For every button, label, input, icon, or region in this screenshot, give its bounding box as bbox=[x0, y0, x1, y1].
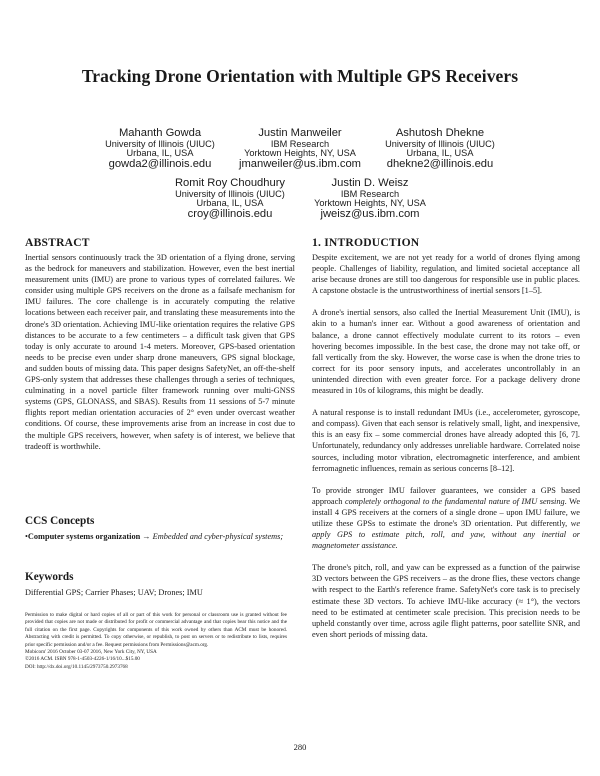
intro-text-run: . We install 4 GPS receivers at the corners of a single drone – upon IMU failure, we utilize these GPSs to estimate the drone's 3D orientation. Put differently, bbox=[312, 496, 581, 528]
author-block bbox=[225, 128, 375, 171]
author-affiliation: IBM Research bbox=[340, 188, 400, 199]
author-name: Mahanth Gowda bbox=[118, 127, 202, 139]
intro-paragraph: The drone's pitch, roll, and yaw can be expressed as a function of the pairwise 3D vectors between the GPS receivers – as the drone flies, these vectors change with respect to the Earth's reference frame. SafetyNet's core task is to precisely estimate these 3D vectors. To achieve IMU-like accuracy (≈ 1°), the vectors need to be estimated at centimeter scale precision. This precision needs to be upheld constantly over time, across agile flight patterns, poor satellite SNR, and even short periods of missing data. bbox=[312, 563, 580, 639]
footnote-block bbox=[25, 612, 287, 671]
intro-paragraph bbox=[312, 485, 580, 552]
introduction-section bbox=[312, 236, 580, 640]
author-name: Justin D. Weisz bbox=[331, 177, 409, 189]
abstract-section bbox=[25, 236, 295, 452]
author-block bbox=[365, 128, 515, 171]
copyright-line: ©2016 ACM. ISBN 978-1-4503-4226-1/16/10...$15.00 bbox=[25, 656, 140, 663]
keywords-section bbox=[25, 571, 295, 598]
author-affiliation: University of Illinois (UIUC) bbox=[385, 138, 495, 149]
ccs-concept: Computer systems organization bbox=[27, 532, 141, 541]
author-email: jweisz@us.ibm.com bbox=[320, 208, 420, 221]
author-location: Urbana, IL, USA bbox=[126, 148, 194, 159]
ccs-text bbox=[25, 531, 295, 542]
author-location: Yorktown Heights, NY, USA bbox=[244, 148, 356, 159]
author-location: Urbana, IL, USA bbox=[196, 198, 264, 209]
ccs-heading: CCS Concepts bbox=[25, 515, 95, 527]
intro-text-run: To provide stronger IMU failover guarantees, we consider a GPS based approach bbox=[312, 485, 580, 506]
page-number: 280 bbox=[293, 742, 307, 752]
ccs-arrow: → bbox=[142, 532, 151, 541]
author-name: Romit Roy Choudhury bbox=[174, 177, 286, 189]
conference-info: Mobicom' 2016 October 03-07 2016, New York City, NY, USA bbox=[25, 649, 157, 656]
ccs-subconcept: Embedded and cyber-physical systems; bbox=[152, 532, 284, 541]
author-location: Yorktown Heights, NY, USA bbox=[314, 198, 426, 209]
author-affiliation: University of Illinois (UIUC) bbox=[175, 188, 285, 199]
author-affiliation: University of Illinois (UIUC) bbox=[105, 138, 215, 149]
paper-title: Tracking Drone Orientation with Multiple GPS Receivers bbox=[81, 66, 519, 86]
author-block bbox=[155, 178, 305, 221]
author-block bbox=[295, 178, 445, 221]
author-location: Urbana, IL, USA bbox=[406, 148, 474, 159]
author-email: croy@illinois.edu bbox=[187, 208, 273, 221]
intro-emphasis: we apply GPS to estimate pitch, roll, and yaw, without any inertial or magnetometer assistance. bbox=[312, 518, 580, 551]
intro-paragraph: A natural response is to install redundant IMUs (i.e., accelerometer, gyroscope, and compass). Given that each sensor is relatively small, light, and inexpensive, this is an easy fix – some commercial drones have already adopted this [6, 7]. Unfortunately, redundancy only addresses unreliable hardware. Correlated noise sources, including motor vibration, electromagnetic interference, and ambient ferromagnetic influences, remain as serious concerns [8–12]. bbox=[312, 408, 580, 473]
author-affiliation: IBM Research bbox=[270, 138, 330, 149]
intro-paragraph: Despite excitement, we are not yet ready for a world of drones flying among people. Challenges of liability, regulation, and limited societal acceptance all arise because drones are still too dangerous for responsible use in public places. A capstone obstacle is the untrustworthiness of inertial sensors [1–5]. bbox=[312, 253, 580, 296]
author-name: Justin Manweiler bbox=[258, 127, 342, 139]
doi-line: DOI: http://dx.doi.org/10.1145/2973750.2973768 bbox=[25, 663, 128, 670]
abstract-text: Inertial sensors continuously track the 3D orientation of a flying drone, serving as the bedrock for maneuvers and stabilization. However, even the best inertial measurement units (IMU) are prone to various types of correlated failures. We consider using multiple GPS receivers on the drone as a failsafe mechanism for IMU failures. The core challenge is in accurately computing the relative locations between each receiver pair, and translating these measurements into the drone's 3D orientation. Achieving IMU-like orientation requires the relative GPS distances to be accurate to a few centimeters – a difficult task given that GPS today is only accurate to around 1-4 meters. Moreover, GPS-based orientation needs to be precise even under sharp drone maneuvers, GPS signal blockage, and sudden bouts of missing data. This paper designs SafetyNet, an off-the-shelf GPS-only system that addresses these challenges through a series of techniques, culminating in a novel particle filter framework running over multi-GNSS systems (GPS, GLONASS, and SBAS). Results from 11 sessions of 5-7 minute flights report median orientation accuracies of 2° even under overcast weather conditions. Of course, these improvements arise from an increase in cost due to the multiple GPS receivers, however, when safety is of interest, we believe that tradeoff is worthwhile. bbox=[25, 253, 295, 451]
keywords-heading: Keywords bbox=[25, 571, 74, 583]
ccs-bullet: • bbox=[25, 532, 28, 541]
author-email: jmanweiler@us.ibm.com bbox=[238, 158, 362, 171]
author-email: gowda2@illinois.edu bbox=[108, 158, 212, 171]
intro-heading: 1. INTRODUCTION bbox=[312, 236, 420, 249]
intro-paragraph: A drone's inertial sensors, also called the Inertial Measurement Unit (IMU), is akin to a human's inner ear. Without a good awareness of orientation and balance, a drone cannot effectively modulate current to its rotors – even hovering becomes impossible. In the best case, the drone may not take off, or fall vertically from the sky. However, the worse case is when the drone tries to correct for its poor sensory inputs, and accelerates uncontrollably in an unintended direction with even greater force. For a package delivery drone measured in 10s of kilograms, this might be deadly. bbox=[312, 308, 580, 396]
author-block bbox=[85, 128, 235, 171]
author-email: dhekne2@illinois.edu bbox=[386, 158, 494, 171]
abstract-heading: ABSTRACT bbox=[25, 236, 90, 249]
ccs-section bbox=[25, 515, 295, 542]
keywords-text: Differential GPS; Carrier Phases; UAV; Drones; IMU bbox=[25, 588, 203, 597]
author-name: Ashutosh Dhekne bbox=[395, 127, 485, 139]
permission-notice: Permission to make digital or hard copies of all or part of this work for personal or classroom use is granted without fee provided that copies are not made or distributed for profit or commercial advantage and that copies bear this notice and the full citation on the first page. Copyrights for components of this work owned by others than ACM must be honored. Abstracting with credit is permitted. To copy otherwise, or republish, to post on servers or to redistribute to lists, requires prior specific permission and/or a fee. Request permissions from Permissions@acm.org. bbox=[25, 612, 287, 648]
intro-emphasis: completely orthogonal to the fundamental nature of IMU sensing bbox=[344, 496, 565, 506]
